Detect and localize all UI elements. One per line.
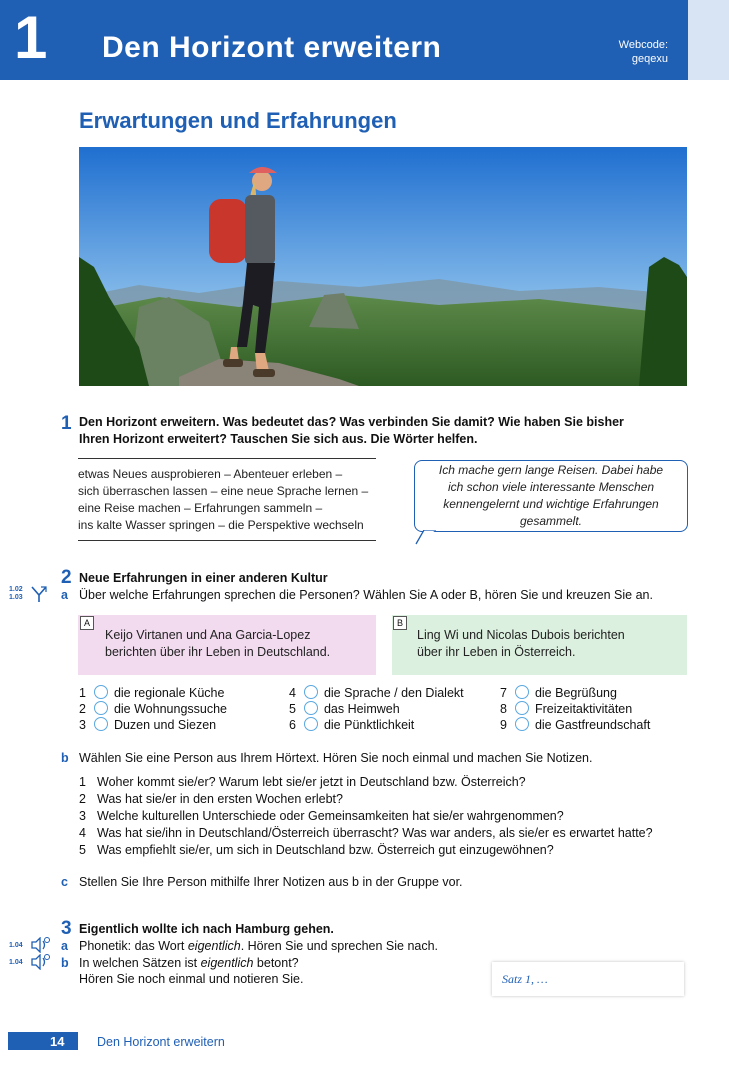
word-line: eine Reise machen – Erfahrungen sammeln –	[78, 501, 323, 515]
task-1-prompt-line-1: Den Horizont erweitern. Was bedeutet das? Was verbinden Sie damit? Wie haben Sie bisher	[79, 415, 624, 429]
task-3b-text-line-2: Hören Sie noch einmal und notieren Sie.	[79, 972, 304, 986]
option-number: 2	[79, 702, 86, 716]
task-2a-text: Über welche Erfahrungen sprechen die Personen? Wählen Sie A oder B, hören Sie und kreuzen Sie an.	[79, 588, 653, 602]
task-3b-letter: b	[61, 956, 69, 970]
option-number: 5	[289, 702, 296, 716]
task-3b-text-em: eigentlich	[200, 956, 254, 970]
audio-track-numbers	[9, 586, 23, 602]
task-3b-text-post: betont?	[253, 956, 299, 970]
checkbox-circle-icon[interactable]	[94, 701, 108, 715]
checkbox-circle-icon[interactable]	[515, 717, 529, 731]
checkbox-circle-icon[interactable]	[304, 717, 318, 731]
hiker-landscape-photo	[79, 147, 687, 386]
task-3b-track: 1.04	[9, 959, 23, 966]
checkbox-option[interactable]	[500, 701, 632, 717]
question-item	[79, 808, 564, 824]
checkbox-circle-icon[interactable]	[304, 701, 318, 715]
option-label: die Wohnungssuche	[113, 702, 227, 716]
question-number: 4	[79, 826, 86, 840]
checkbox-option[interactable]	[500, 717, 650, 733]
option-label: Freizeitaktivitäten	[534, 702, 633, 716]
task-2b-letter: b	[61, 751, 69, 765]
question-item	[79, 842, 554, 858]
task-2-title: Neue Erfahrungen in einer anderen Kultur	[79, 571, 328, 585]
footer-title: Den Horizont erweitern	[97, 1035, 225, 1049]
webcode-value: geqexu	[631, 53, 668, 65]
task-3a-text-post: . Hören Sie und sprechen Sie nach.	[240, 939, 439, 953]
task-3b-text-pre: In welchen Sätzen ist	[79, 956, 201, 970]
checkbox-option[interactable]	[289, 685, 464, 701]
option-number: 6	[289, 718, 296, 732]
question-number: 3	[79, 809, 86, 823]
chapter-title: Den Horizont erweitern	[102, 31, 442, 64]
option-label: die Gastfreundschaft	[534, 718, 651, 732]
task-3a-letter: a	[61, 939, 68, 953]
checkbox-option[interactable]	[79, 717, 216, 733]
section-title: Erwartungen und Erfahrungen	[79, 108, 397, 133]
option-label: Duzen und Siezen	[113, 718, 217, 732]
footer-page-bar	[8, 1032, 78, 1050]
word-line: ins kalte Wasser springen – die Perspektive wechseln	[78, 518, 364, 532]
card-b-line: Ling Wi und Nicolas Dubois berichten	[417, 628, 625, 642]
bubble-line: Ich mache gern lange Reisen. Dabei habe	[438, 463, 664, 477]
option-number: 4	[289, 686, 296, 700]
checkbox-circle-icon[interactable]	[94, 717, 108, 731]
task-1-number: 1	[61, 413, 72, 434]
checkbox-option[interactable]	[289, 717, 414, 733]
option-number: 8	[500, 702, 507, 716]
question-text: Woher kommt sie/er? Warum lebt sie/er jetzt in Deutschland bzw. Österreich?	[97, 775, 526, 789]
task-3a-text	[79, 938, 438, 954]
question-item	[79, 774, 526, 790]
word-line: etwas Neues ausprobieren – Abenteuer erleben –	[78, 467, 343, 481]
question-number: 5	[79, 843, 86, 857]
option-number: 7	[500, 686, 507, 700]
track-number: 1.03	[9, 594, 23, 601]
option-label: die Sprache / den Dialekt	[323, 686, 464, 700]
question-item	[79, 791, 343, 807]
bubble-line: ich schon viele interessante Menschen	[447, 480, 655, 494]
option-number: 1	[79, 686, 86, 700]
checkbox-option[interactable]	[289, 701, 400, 717]
option-label: die regionale Küche	[113, 686, 225, 700]
checkbox-option[interactable]	[79, 701, 227, 717]
task-1-prompt-line-2: Ihren Horizont erweitert? Tauschen Sie sich aus. Die Wörter helfen.	[79, 432, 478, 446]
word-box	[78, 458, 376, 541]
bubble-line: gesammelt.	[519, 514, 583, 528]
chapter-number: 1	[14, 4, 48, 71]
notes-sample-text: Satz 1, …	[502, 972, 548, 986]
card-b-line: über ihr Leben in Österreich.	[417, 645, 576, 659]
question-text: Welche kulturellen Unterschiede oder Gemeinsamkeiten hat sie/er wahrgenommen?	[97, 809, 564, 823]
question-text: Was hat sie/ihn in Deutschland/Österreich überrascht? Was war anders, als sie/er es erwartet hatte?	[97, 826, 653, 840]
question-text: Was hat sie/er in den ersten Wochen erlebt?	[97, 792, 343, 806]
track-number: 1.02	[9, 586, 23, 593]
task-2c-letter: c	[61, 875, 68, 889]
option-number: 9	[500, 718, 507, 732]
webcode	[600, 38, 668, 66]
bubble-line: kennengelernt und wichtige Erfahrungen	[443, 497, 659, 511]
task-3a-text-pre: Phonetik: das Wort	[79, 939, 188, 953]
card-a-line: Keijo Virtanen und Ana Garcia-Lopez	[105, 628, 311, 642]
card-a-text	[105, 627, 330, 661]
webcode-label: Webcode:	[618, 39, 668, 51]
page-number: 14	[50, 1034, 65, 1049]
task-2a-letter: a	[61, 588, 68, 602]
option-number: 3	[79, 718, 86, 732]
pair-work-icon	[30, 584, 48, 604]
checkbox-circle-icon[interactable]	[515, 701, 529, 715]
checkbox-circle-icon[interactable]	[94, 685, 108, 699]
checkbox-circle-icon[interactable]	[515, 685, 529, 699]
question-number: 2	[79, 792, 86, 806]
task-3b-text	[79, 955, 299, 971]
question-item	[79, 825, 653, 841]
header-side-strip	[688, 0, 729, 80]
card-b-tag: B	[393, 616, 407, 630]
option-label: die Pünktlichkeit	[323, 718, 415, 732]
word-line: sich überraschen lassen – eine neue Sprache lernen –	[78, 484, 369, 498]
card-a-line: berichten über ihr Leben in Deutschland.	[105, 645, 331, 659]
option-label: das Heimweh	[323, 702, 400, 716]
option-label: die Begrüßung	[534, 686, 617, 700]
audio-speaker-icon[interactable]	[30, 937, 50, 953]
checkbox-option[interactable]	[79, 685, 224, 701]
task-3-title: Eigentlich wollte ich nach Hamburg gehen.	[79, 922, 334, 936]
task-3a-text-em: eigentlich	[187, 939, 241, 953]
card-a-tag: A	[80, 616, 94, 630]
task-2-number: 2	[61, 567, 72, 588]
checkbox-option[interactable]	[500, 685, 617, 701]
audio-speaker-icon[interactable]	[30, 954, 50, 970]
task-2c-text: Stellen Sie Ihre Person mithilfe Ihrer Notizen aus b in der Gruppe vor.	[79, 875, 463, 889]
card-b-text	[417, 627, 625, 661]
speech-bubble-text	[426, 462, 676, 530]
question-text: Was empfiehlt sie/er, um sich in Deutschland bzw. Österreich gut einzugewöhnen?	[97, 843, 554, 857]
question-number: 1	[79, 775, 86, 789]
task-3-number: 3	[61, 918, 72, 939]
checkbox-circle-icon[interactable]	[304, 685, 318, 699]
task-3a-track: 1.04	[9, 942, 23, 949]
task-2b-text: Wählen Sie eine Person aus Ihrem Hörtext. Hören Sie noch einmal und machen Sie Notizen.	[79, 751, 593, 765]
